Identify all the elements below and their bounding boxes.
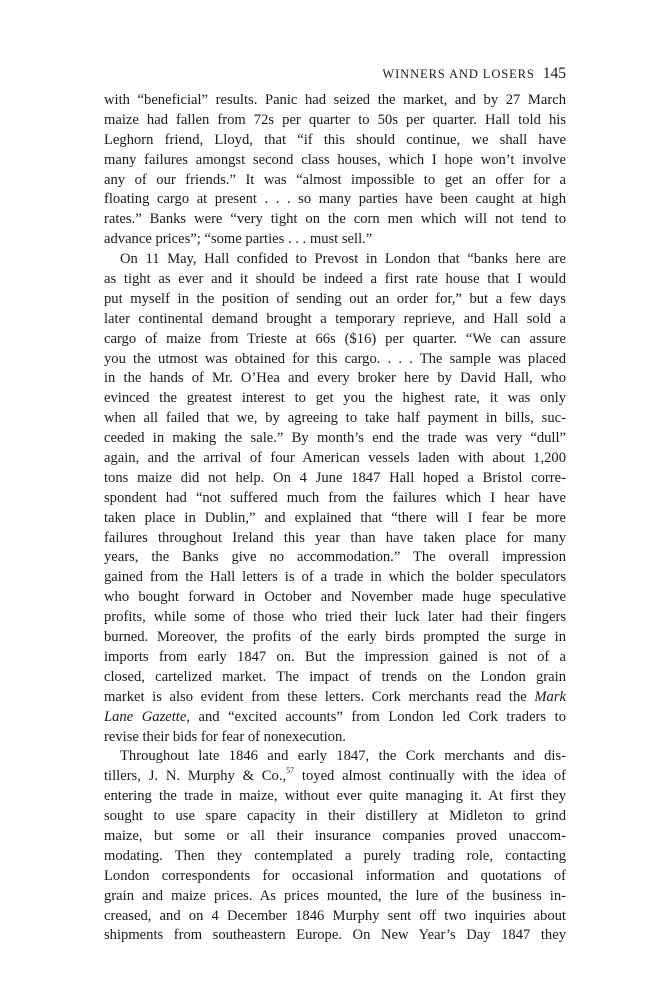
- text-line: put myself in the position of sending out an order for,” but a few days: [104, 290, 566, 307]
- text-line: sought to use spare capacity in their distillery at Midleton to grind: [104, 808, 566, 825]
- line-text: , and “excited accounts” from London led Cork traders to: [186, 708, 566, 725]
- text-line: again, and the arrival of four American vessels laden with about 1,200: [104, 450, 566, 467]
- text-line: tons maize did not help. On 4 June 1847 Hall hoped a Bristol corre-: [104, 469, 566, 486]
- text-line: with “beneficial” results. Panic had seized the market, and by 27 March: [104, 92, 566, 108]
- italic-title: Mark: [534, 688, 566, 705]
- text-line: maize had fallen from 72s per quarter to 50s per quarter. Hall told his: [104, 111, 566, 128]
- text-line: imports from early 1847 on. But the impression gained is not of a: [104, 648, 566, 665]
- paragraph: [104, 250, 566, 747]
- paragraph: [104, 747, 566, 946]
- text-line: shipments from southeastern Europe. On New Year’s Day 1847 they: [104, 927, 566, 944]
- text-line: gained from the Hall letters is of a trade in which the bolder speculators: [104, 569, 566, 586]
- text-line: rates.” Banks were “very tight on the corn men which will not tend to: [104, 211, 566, 228]
- text-line: taken place in Dublin,” and explained that “there will I fear be more: [104, 509, 566, 526]
- text-line: ceeded in making the sale.” By month’s end the trade was very “dull”: [104, 430, 566, 447]
- line-text: tillers, J. N. Murphy & Co.,: [104, 768, 287, 785]
- text-line: years, the Banks give no accommodation.” The overall impression: [104, 549, 566, 566]
- text-line: revise their bids for fear of nonexecution.: [104, 728, 346, 745]
- text-line: On 11 May, Hall confided to Prevost in London that “banks here are: [120, 251, 566, 268]
- text-line: modating. Then they contemplated a purely trading role, contacting: [104, 847, 566, 864]
- running-head: [104, 66, 566, 82]
- text-line: who bought forward in October and November made huge speculative: [104, 589, 566, 606]
- text-line: [104, 688, 566, 708]
- text-line: many failures amongst second class houses, which I hope won’t involve: [104, 151, 566, 168]
- text-line: profits, while some of those who tried their luck later had their fingers: [104, 609, 566, 626]
- text-line: Throughout late 1846 and early 1847, the Cork merchants and dis-: [120, 748, 566, 765]
- text-line: burned. Moreover, the profits of the early birds prompted the surge in: [104, 629, 566, 646]
- text-line: closed, cartelized market. The impact of trends on the London grain: [104, 668, 566, 685]
- italic-title: Lane Gazette: [104, 708, 187, 725]
- text-line: maize, but some or all their insurance companies proved unaccom-: [104, 827, 566, 844]
- paragraph: [104, 91, 566, 250]
- text-line: evinced the greatest interest to get you the highest rate, it was only: [104, 390, 566, 407]
- text-line: in the hands of Mr. O’Hea and every broker here by David Hall, who: [104, 370, 566, 387]
- text-line: spondent had “not suffered much from the failures which I hear have: [104, 489, 566, 506]
- body-text: [104, 91, 566, 946]
- text-line: [104, 767, 566, 787]
- text-line: Leghorn friend, Lloyd, that “if this should continue, we shall have: [104, 131, 566, 148]
- footnote-marker[interactable]: 57: [286, 766, 295, 776]
- text-line: advance prices”; “some parties . . . must sell.”: [104, 231, 373, 248]
- running-title: WINNERS AND LOSERS: [382, 67, 535, 81]
- text-line: grain and maize prices. As prices mounted, the lure of the business in-: [104, 887, 566, 904]
- text-line: cargo of maize from Trieste at 66s ($16) per quarter. “We can assure: [104, 330, 566, 347]
- text-line: [104, 708, 566, 728]
- text-line: London correspondents for occasional information and quotations of: [104, 867, 566, 884]
- text-line: later continental demand brought a temporary reprieve, and Hall sold a: [104, 310, 566, 327]
- line-text: market is also evident from these letters. Cork merchants read the: [104, 688, 535, 705]
- text-line: failures throughout Ireland this year than have taken place for many: [104, 529, 566, 546]
- text-line: creased, and on 4 December 1846 Murphy sent off two inquiries about: [104, 907, 566, 924]
- text-line: any of our friends.” It was “almost impossible to get an offer for a: [104, 171, 566, 188]
- text-line: floating cargo at present . . . so many parties have been caught at high: [104, 191, 566, 208]
- text-line: as tight as ever and it should be indeed a first rate house that I would: [104, 271, 566, 288]
- page-number: 145: [542, 65, 566, 82]
- line-text: toyed almost continually with the idea of: [294, 768, 566, 785]
- text-line: you the utmost was obtained for this cargo. . . . The sample was placed: [104, 350, 566, 367]
- text-line: entering the trade in maize, without ever quite managing it. At first they: [104, 788, 566, 805]
- text-line: when all failed that we, by agreeing to take half payment in bills, suc-: [104, 410, 566, 427]
